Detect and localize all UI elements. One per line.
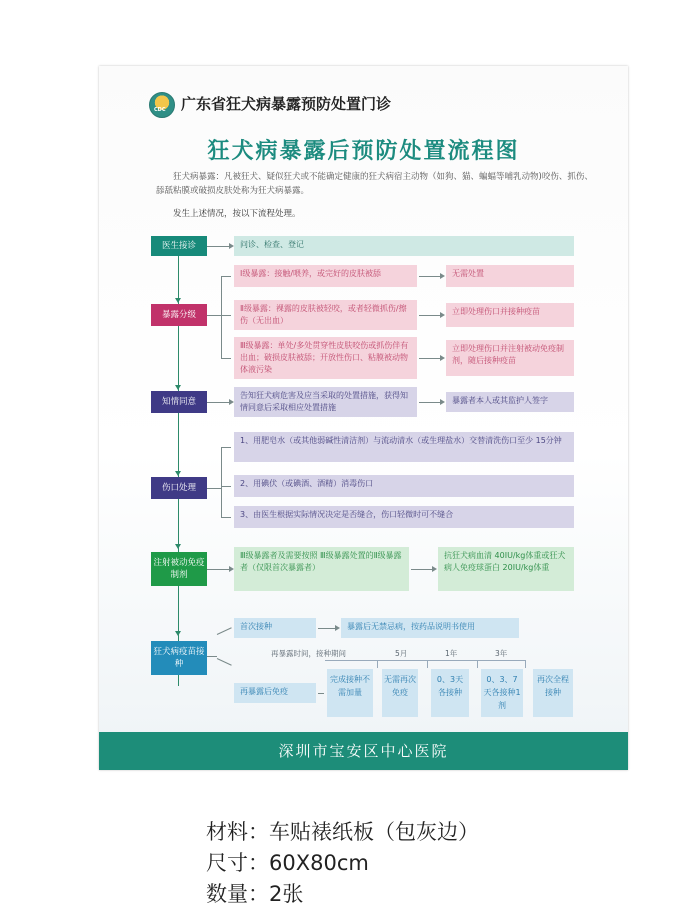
grade-1-desc: Ⅰ级暴露：接触/喂养，或完好的皮肤被舔 [234,265,417,287]
connector [207,488,221,489]
connector [207,656,217,657]
down-arrow-icon [175,385,181,390]
step-consent: 知情同意 [151,391,207,413]
passive-action: 抗狂犬病血清 40IU/kg体重或狂犬病人免疫球蛋白 20IU/kg体重 [438,547,574,591]
org-name: 广东省狂犬病暴露预防处置门诊 [181,95,392,113]
grade-3-desc: Ⅲ级暴露：单处/多处贯穿性皮肤咬伤或抓伤伴有出血；破损皮肤被舔；开放性伤口、粘膜被动物体液污染 [234,337,417,379]
hospital-footer: 深圳市宝安区中心医院 [99,732,628,770]
connector [221,486,231,487]
connector [221,517,231,518]
arrow-icon [440,312,445,318]
consult-detail: 问诊、检查、登记 [234,236,574,256]
connector [318,693,324,694]
arrow-icon [440,273,445,279]
grade-3-action: 立即处理伤口并注射被动免疫制剂，随后接种疫苗 [446,340,574,376]
connector [221,358,231,359]
wound-step-2: 2、用碘伏（或碘酒、酒精）消毒伤口 [234,475,574,497]
poster [99,66,628,770]
step-wound: 伤口处理 [151,477,207,499]
arrow-icon [335,625,340,631]
consent-desc: 告知狂犬病危害及应当采取的处置措施，获得知情同意后采取相应处置措施 [234,387,417,417]
timeline [325,660,525,661]
period-5-months: 5月 [395,649,408,658]
spec-quantity: 数量：2张 [206,882,304,906]
first-vaccination-action: 暴露后无禁忌病，按药品说明书使用 [341,618,519,638]
connector [221,447,222,517]
option-three-doses: 0、3、7天各接种1剂 [481,669,523,717]
period-3-years: 3年 [495,649,508,658]
grade-1-action: 无需处置 [446,265,574,287]
connector [221,276,231,277]
grade-2-action: 立即处理伤口并接种疫苗 [446,303,574,327]
cdc-logo [149,92,175,118]
arrow-icon [440,355,445,361]
timeline-tick [377,660,378,668]
connector [207,315,221,316]
intro-procedure: 发生上述情况，按以下流程处理。 [173,209,301,219]
grade-2-desc: Ⅱ级暴露：裸露的皮肤被轻咬，或者轻微抓伤/擦伤（无出血） [234,300,417,330]
poster-title: 狂犬病暴露后预防处置流程图 [207,139,520,164]
wound-step-1: 1、用肥皂水（或其他弱碱性清洁剂）与流动清水（或生理盐水）交替清洗伤口至少 15分钟 [234,432,574,462]
spec-size: 尺寸：60X80cm [206,851,369,875]
arrow-icon [432,566,437,572]
connector [221,447,231,448]
consent-action: 暴露者本人或其监护人签字 [446,392,574,412]
down-arrow-icon [175,631,181,636]
option-two-doses: 0、3天各接种 [431,669,469,717]
option-no-reimmunization: 无需再次免疫 [382,669,418,717]
connector [217,627,232,635]
arrow-icon [440,399,445,405]
spec-material: 材料：车贴裱纸板（包灰边） [206,820,479,844]
timeline-tick [427,660,428,668]
intro-definition: 狂犬病暴露：凡被狂犬、疑似狂犬或不能确定健康的狂犬病宿主动物（如狗、猫、蝙蝠等哺乳动物)咬伤、抓伤、舔舐粘膜或破损皮肤处称为狂犬病暴露。 [156,172,593,196]
down-arrow-icon [175,544,181,549]
wound-step-3: 3、由医生根据实际情况决定是否缝合，伤口轻微时可不缝合 [234,506,574,528]
connector [221,315,231,316]
passive-desc: Ⅲ级暴露者及需要按照 Ⅲ级暴露处置的Ⅱ级暴露者（仅限首次暴露者） [234,547,409,591]
timeline-tick [525,660,526,668]
logo-text: CDC [154,107,166,113]
reexposure-immunization: 再暴露后免疫 [234,683,316,703]
option-no-extra-dose: 完成接种不需加量 [327,669,373,717]
step-consult: 医生接诊 [151,236,207,256]
connector [221,276,222,358]
period-1-year: 1年 [445,649,458,658]
step-passive: 注射被动免疫制剂 [151,552,207,586]
down-arrow-icon [175,471,181,476]
timeline-tick [477,660,478,668]
step-grading: 暴露分级 [151,304,207,326]
reexposure-interval-label: 再暴露时间，接种期间 [271,649,346,658]
option-full-course: 再次全程接种 [533,669,573,717]
down-arrow-icon [175,298,181,303]
connector [217,658,232,666]
step-vaccine: 狂犬病疫苗接种 [151,641,207,675]
first-vaccination: 首次接种 [234,618,316,638]
